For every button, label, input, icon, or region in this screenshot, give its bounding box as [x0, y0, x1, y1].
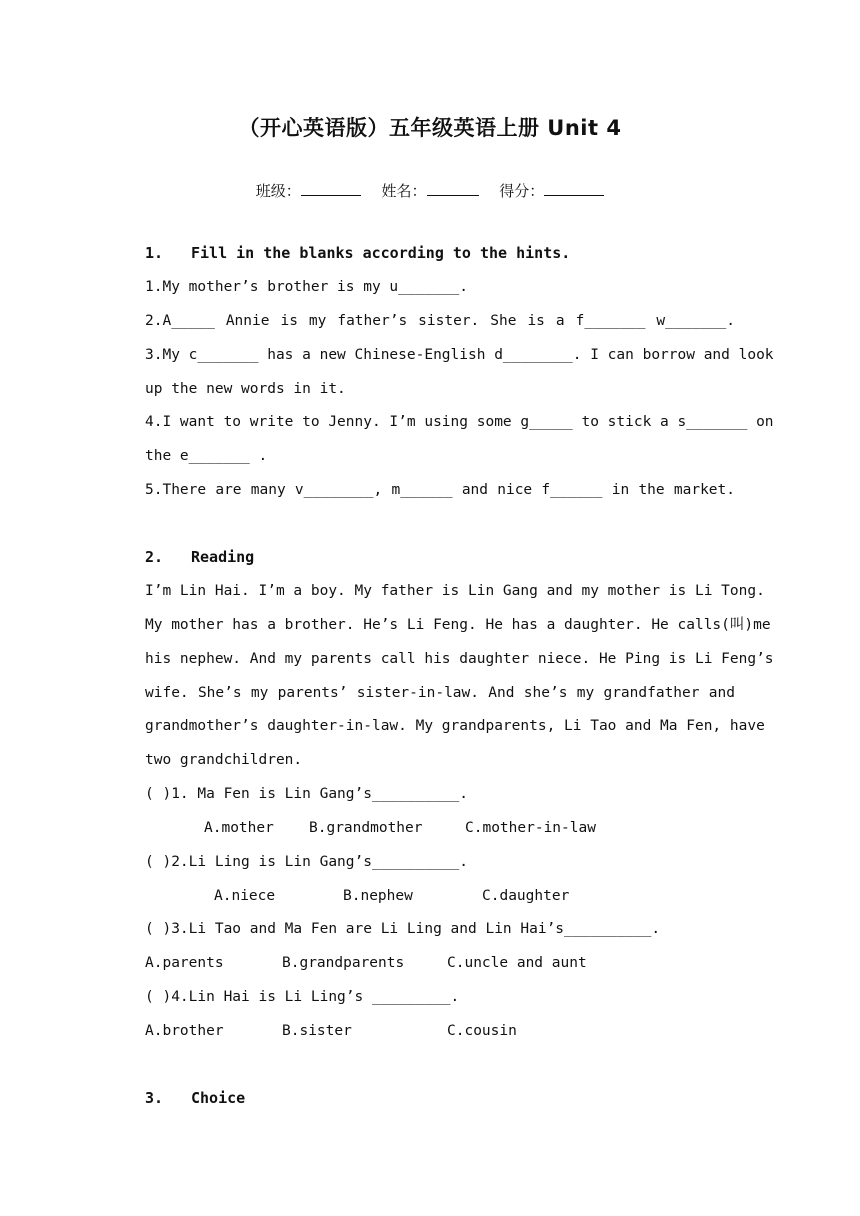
class-blank: [301, 181, 361, 196]
fill-line-5: 5.There are many v________, m______ and nice f______ in the market.: [145, 482, 735, 498]
q4-option-c: C.cousin: [447, 1023, 517, 1039]
page-title: （开心英语版）五年级英语上册 Unit 4: [238, 116, 622, 140]
q2-option-b: B.nephew: [343, 888, 413, 904]
name-label: 姓名：: [381, 182, 427, 200]
q4-option-b: B.sister: [282, 1023, 352, 1039]
section3-title: Choice: [191, 1089, 246, 1107]
fill-line-4: 4.I want to write to Jenny. I’m using some g_____ to stick a s_______ on: [145, 414, 774, 430]
q4-option-a: A.brother: [145, 1023, 224, 1039]
section1-number: 1.: [145, 244, 164, 262]
section2-title: Reading: [191, 548, 255, 566]
score-label: 得分：: [499, 182, 545, 200]
fill-line-2: 2.A_____ Annie is my father’s sister. She is a f_______ w_______.: [145, 313, 735, 329]
passage-line-1: I’m Lin Hai. I’m a boy. My father is Lin Gang and my mother is Li Tong.: [145, 583, 765, 599]
passage-line-4: wife. She’s my parents’ sister-in-law. And she’s my grandfather and: [145, 685, 735, 701]
q1-option-b: B.grandmother: [309, 820, 423, 836]
q3-option-a: A.parents: [145, 955, 224, 971]
passage-line-5: grandmother’s daughter-in-law. My grandparents, Li Tao and Ma Fen, have: [145, 718, 765, 734]
section1-title: Fill in the blanks according to the hints.: [191, 244, 571, 262]
q2-option-a: A.niece: [214, 888, 276, 904]
q1-option-c: C.mother-in-law: [465, 820, 596, 836]
section3-heading: [145, 1088, 735, 1108]
fill-line-1: 1.My mother’s brother is my u_______.: [145, 279, 469, 295]
passage-line-6: two grandchildren.: [145, 752, 303, 768]
question-3-stem: ( )3.Li Tao and Ma Fen are Li Ling and Lin Hai’s__________.: [145, 921, 661, 937]
name-blank: [427, 181, 479, 196]
fill-line-3: 3.My c_______ has a new Chinese-English d________. I can borrow and look: [145, 347, 774, 363]
q3-option-c: C.uncle and aunt: [447, 955, 587, 971]
section1-heading: [145, 243, 735, 263]
section2-heading: [145, 547, 735, 567]
class-label: 班级：: [255, 182, 301, 200]
question-2-stem: ( )2.Li Ling is Lin Gang’s__________.: [145, 854, 469, 870]
section3-number: 3.: [145, 1089, 164, 1107]
question-1-stem: ( )1. Ma Fen is Lin Gang’s__________.: [145, 786, 469, 802]
passage-line-2: My mother has a brother. He’s Li Feng. He has a daughter. He calls(叫)me: [145, 617, 771, 633]
passage-line-3: his nephew. And my parents call his daughter niece. He Ping is Li Feng’s: [145, 651, 774, 667]
q1-option-a: A.mother: [204, 820, 274, 836]
q2-option-c: C.daughter: [482, 888, 570, 904]
student-info-row: [0, 180, 860, 201]
question-4-stem: ( )4.Lin Hai is Li Ling’s _________.: [145, 989, 460, 1005]
section2-number: 2.: [145, 548, 164, 566]
score-blank: [544, 181, 604, 196]
fill-line-4-cont: the e_______ .: [145, 448, 268, 464]
fill-line-3-cont: up the new words in it.: [145, 381, 346, 397]
q3-option-b: B.grandparents: [282, 955, 405, 971]
